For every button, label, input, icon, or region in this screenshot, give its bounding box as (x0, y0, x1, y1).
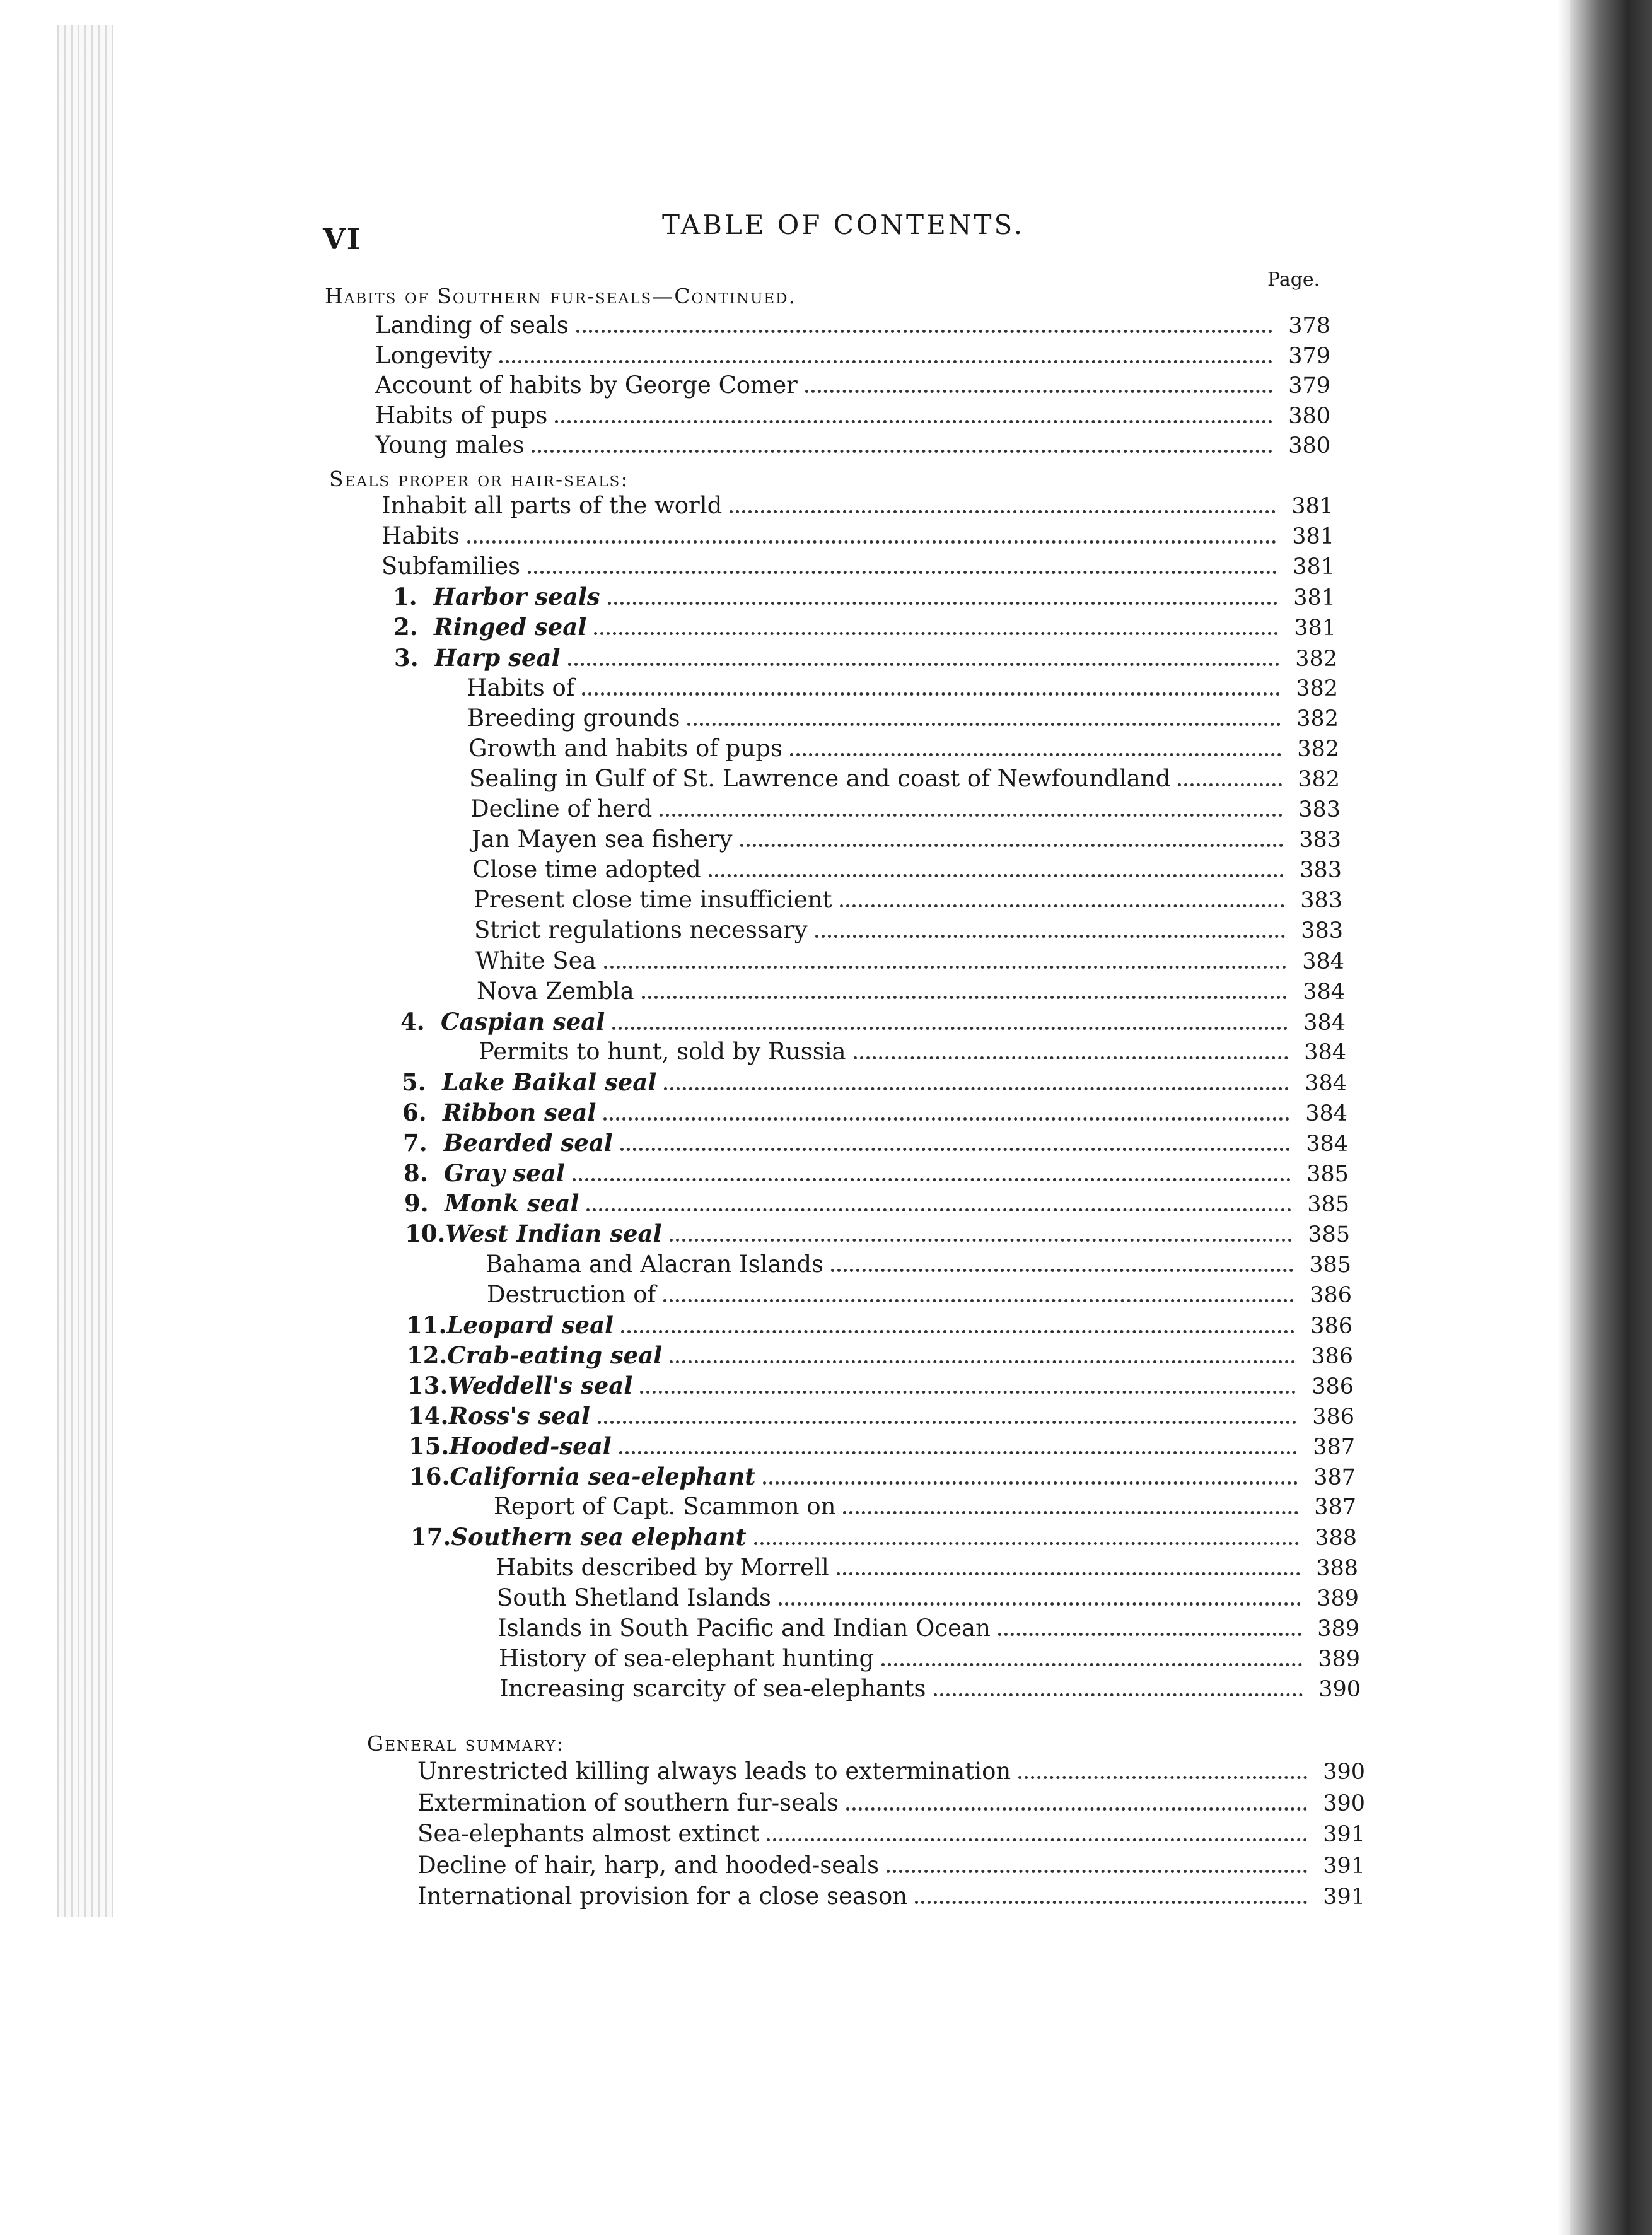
entry-page-number: 381 (1292, 524, 1334, 550)
dot-leader (837, 1572, 1300, 1575)
entry-title: South Shetland Islands (497, 1584, 772, 1611)
entry-title: Nova Zembla (477, 977, 634, 1005)
dot-leader (670, 1360, 1295, 1363)
entry-page-number: 387 (1313, 1435, 1355, 1461)
entry-title: Breeding grounds (467, 704, 680, 732)
entry-page-number: 381 (1294, 616, 1336, 641)
entry-title: Decline of herd (470, 795, 653, 822)
entry-title: Ringed seal (434, 613, 587, 641)
dot-leader (604, 966, 1286, 969)
entry-title: Inhabit all parts of the world (381, 492, 723, 519)
dot-leader (663, 1299, 1294, 1302)
entry-page-number: 386 (1311, 1343, 1353, 1369)
dot-leader (1178, 783, 1282, 786)
entry-page-number: 383 (1298, 797, 1341, 822)
entry-title: Jan Mayen sea fishery (472, 826, 733, 853)
entry-number: 7. (403, 1129, 428, 1157)
dot-leader (843, 1511, 1298, 1514)
toc-entry (417, 1882, 1365, 1911)
toc-entry (375, 371, 1330, 400)
entry-number: 16. (409, 1462, 450, 1491)
toc-entry (474, 886, 1342, 914)
entry-title: Hooded-seal (449, 1432, 612, 1461)
entry-title: Harp seal (434, 643, 561, 672)
dot-leader (846, 1807, 1307, 1811)
entry-page-number: 383 (1300, 858, 1342, 884)
toc-entry (409, 1432, 1355, 1461)
toc-entry (472, 826, 1341, 854)
toc-entry (494, 1493, 1356, 1521)
entry-title: Caspian seal (441, 1007, 605, 1036)
entry-number: 9. (404, 1189, 429, 1218)
entry-page-number: 384 (1304, 1039, 1346, 1065)
toc-entry (468, 735, 1339, 763)
entry-title: Leopard seal (446, 1310, 614, 1339)
entry-page-number: 384 (1302, 948, 1344, 974)
toc-entry (467, 674, 1338, 703)
entry-page-number: 386 (1310, 1313, 1352, 1339)
dot-leader (664, 1087, 1289, 1090)
toc-entry (393, 583, 1335, 612)
entry-page-number: 378 (1288, 313, 1330, 339)
entry-page-number: 389 (1318, 1646, 1360, 1672)
toc-entry (406, 1311, 1352, 1340)
toc-entry (496, 1554, 1358, 1582)
toc-entry (467, 704, 1339, 733)
entry-title: Crab-eating seal (447, 1341, 663, 1369)
entry-page-number: 386 (1310, 1282, 1352, 1308)
entry-page-number: 389 (1317, 1616, 1359, 1642)
dot-leader (763, 1481, 1298, 1485)
dot-leader (608, 602, 1277, 605)
entry-page-number: 382 (1295, 646, 1337, 672)
toc-entry (410, 1523, 1357, 1552)
entry-title: Extermination of southern fur-seals (417, 1789, 839, 1816)
entry-title: Permits to hunt, sold by Russia (479, 1037, 846, 1065)
dot-leader (854, 1056, 1288, 1059)
entry-page-number: 384 (1303, 979, 1345, 1005)
toc-entry (393, 613, 1336, 642)
toc-entry (417, 1789, 1365, 1818)
page-number: VI (323, 222, 362, 256)
entry-page-number: 383 (1299, 827, 1341, 853)
toc-entry (417, 1758, 1365, 1786)
entry-page-number: 386 (1312, 1374, 1354, 1399)
entry-number: 6. (402, 1099, 427, 1126)
toc-entry (497, 1614, 1359, 1643)
entry-number: 14. (408, 1402, 449, 1430)
entry-title: Present close time insufficient (474, 886, 832, 914)
toc-entry (375, 402, 1330, 430)
entry-number: 15. (409, 1432, 450, 1461)
entry-title: Bearded seal (443, 1129, 613, 1157)
entry-page-number: 390 (1323, 1759, 1365, 1785)
toc-entry (404, 1189, 1349, 1218)
entry-title: Report of Capt. Scammon on (494, 1493, 836, 1520)
dot-leader (532, 450, 1272, 453)
dot-leader (754, 1542, 1299, 1545)
entry-title: Islands in South Pacific and Indian Ocean (497, 1614, 991, 1642)
entry-title: Sea-elephants almost extinct (417, 1820, 760, 1847)
entry-title: Bahama and Alacran Islands (486, 1250, 824, 1278)
entry-page-number: 389 (1317, 1585, 1359, 1611)
entry-title: International provision for a close season (417, 1882, 908, 1910)
dot-leader (619, 1451, 1297, 1454)
dot-leader (730, 510, 1276, 513)
entry-title: White Sea (475, 947, 596, 974)
entry-page-number: 379 (1288, 343, 1330, 369)
entry-page-number: 385 (1307, 1192, 1349, 1218)
entry-title: Sealing in Gulf of St. Lawrence and coast of Newfoundland (469, 764, 1171, 792)
entry-number: 4. (400, 1007, 425, 1036)
toc-entry (469, 765, 1340, 793)
toc-entry (499, 1645, 1360, 1673)
entry-page-number: 382 (1296, 675, 1338, 701)
entry-page-number: 384 (1306, 1131, 1348, 1157)
entry-title: Growth and habits of pups (468, 734, 782, 762)
entry-page-number: 391 (1323, 1822, 1365, 1847)
running-head: TABLE OF CONTENTS. (662, 209, 1025, 240)
toc-entry (417, 1820, 1365, 1848)
dot-leader (499, 360, 1272, 363)
entry-page-number: 382 (1296, 706, 1339, 732)
section-heading: Seals proper or hair-seals: (329, 467, 629, 491)
entry-title: Habits of pups (375, 401, 548, 429)
entry-title: Habits of (467, 674, 575, 701)
page-column-label: Page. (1267, 269, 1320, 291)
section-heading: Habits of Southern fur-seals—Continued. (325, 284, 797, 308)
entry-title: Young males (375, 431, 525, 459)
entry-number: 5. (402, 1068, 426, 1096)
toc-entry (404, 1159, 1349, 1188)
entry-title: Monk seal (445, 1189, 579, 1218)
dot-leader (603, 1118, 1289, 1121)
dot-leader (528, 571, 1277, 574)
dot-leader (586, 1208, 1291, 1211)
dot-leader (915, 1901, 1307, 1904)
toc-entry (497, 1584, 1359, 1613)
toc-entry (479, 1038, 1346, 1066)
dot-leader (555, 420, 1272, 423)
dot-leader (642, 996, 1287, 999)
dot-leader (576, 330, 1272, 333)
entry-title: Decline of hair, harp, and hooded-seals (417, 1851, 880, 1879)
toc-entry (402, 1099, 1347, 1128)
entry-page-number: 384 (1303, 1010, 1346, 1036)
toc-entry (472, 856, 1342, 884)
entry-title: California sea-elephant (450, 1462, 756, 1491)
toc-entry (381, 552, 1335, 581)
dot-leader (805, 390, 1272, 393)
dot-leader (670, 1239, 1292, 1242)
entry-title: Harbor seals (433, 583, 600, 611)
entry-title: Close time adopted (472, 856, 701, 884)
entry-title: Lake Baikal seal (442, 1068, 657, 1096)
entry-page-number: 387 (1314, 1495, 1356, 1520)
entry-page-number: 391 (1323, 1853, 1365, 1879)
entry-page-number: 385 (1306, 1162, 1349, 1188)
entry-page-number: 384 (1305, 1101, 1347, 1126)
toc-entry (486, 1251, 1351, 1279)
entry-title: Ross's seal (448, 1402, 590, 1430)
toc-entry (381, 492, 1334, 520)
dot-leader (594, 632, 1278, 635)
entry-page-number: 381 (1293, 585, 1335, 611)
entry-title: Destruction of (487, 1280, 656, 1308)
dot-leader (660, 814, 1283, 817)
dot-leader (598, 1421, 1296, 1424)
dot-leader (573, 1178, 1291, 1181)
dot-leader (582, 692, 1280, 696)
entry-page-number: 387 (1313, 1465, 1356, 1491)
entry-page-number: 383 (1300, 888, 1342, 914)
entry-page-number: 388 (1316, 1555, 1358, 1581)
toc-entry (487, 1281, 1352, 1309)
toc-entry (475, 947, 1344, 976)
toc-entry (477, 977, 1345, 1006)
entry-number: 3. (394, 643, 419, 672)
toc-entry (499, 1675, 1361, 1703)
toc-entry (474, 916, 1343, 945)
toc-entry (394, 644, 1337, 673)
toc-entry (403, 1129, 1348, 1158)
entry-title: Longevity (375, 341, 492, 369)
entry-title: West Indian seal (445, 1220, 662, 1248)
toc-entry (375, 431, 1330, 460)
entry-title: Ribbon seal (443, 1099, 596, 1126)
dot-leader (1018, 1776, 1307, 1779)
entry-number: 1. (393, 583, 417, 611)
entry-number: 13. (407, 1371, 448, 1399)
toc-entry (470, 795, 1341, 824)
entry-number: 17. (410, 1523, 451, 1551)
entry-title: Subfamilies (381, 552, 521, 580)
section-heading: General summary: (367, 1731, 565, 1756)
entry-title: Habits described by Morrell (496, 1553, 829, 1581)
dot-leader (767, 1838, 1307, 1841)
toc-entry (407, 1341, 1353, 1370)
dot-leader (467, 540, 1276, 544)
entry-page-number: 390 (1318, 1676, 1361, 1702)
entry-number: 8. (404, 1159, 428, 1188)
entry-number: 12. (407, 1341, 448, 1369)
entry-title: Southern sea elephant (451, 1523, 747, 1551)
dot-leader (740, 844, 1283, 847)
entry-page-number: 382 (1297, 736, 1339, 762)
dot-leader (621, 1330, 1294, 1333)
dot-leader (881, 1663, 1302, 1666)
dot-leader (840, 904, 1285, 907)
entry-title: Strict regulations necessary (474, 916, 808, 944)
toc-entry (417, 1852, 1365, 1880)
toc-entry (381, 522, 1334, 551)
entry-page-number: 379 (1288, 373, 1330, 399)
entry-page-number: 385 (1309, 1252, 1351, 1278)
dot-leader (612, 1027, 1288, 1030)
entry-number: 10. (405, 1220, 446, 1248)
toc-entry (405, 1220, 1350, 1249)
toc-entry (408, 1402, 1354, 1431)
dot-leader (998, 1633, 1301, 1636)
entry-page-number: 386 (1312, 1404, 1354, 1430)
entry-page-number: 391 (1323, 1884, 1365, 1910)
dot-leader (831, 1269, 1293, 1272)
entry-title: Landing of seals (375, 312, 569, 339)
dot-leader (934, 1693, 1303, 1696)
entry-title: Increasing scarcity of sea-elephants (499, 1674, 926, 1702)
entry-title: Account of habits by George Comer (375, 371, 798, 399)
dot-leader (887, 1870, 1307, 1873)
entry-number: 2. (393, 613, 418, 641)
entry-page-number: 388 (1315, 1526, 1357, 1551)
entry-page-number: 382 (1298, 766, 1340, 792)
dot-leader (687, 723, 1281, 726)
toc-entry (407, 1372, 1354, 1401)
toc-entry (375, 342, 1330, 370)
entry-page-number: 380 (1288, 403, 1330, 429)
entry-page-number: 380 (1288, 433, 1330, 459)
dot-leader (640, 1391, 1296, 1394)
dot-leader (790, 753, 1281, 756)
entry-page-number: 381 (1291, 494, 1334, 519)
toc-entry (375, 312, 1330, 340)
toc-entry (409, 1462, 1356, 1491)
entry-page-number: 390 (1323, 1790, 1365, 1816)
entry-title: History of sea-elephant hunting (499, 1644, 875, 1672)
entry-page-number: 383 (1301, 918, 1343, 944)
entry-page-number: 384 (1305, 1070, 1347, 1096)
entry-title: Gray seal (444, 1159, 565, 1188)
entry-title: Weddell's seal (448, 1371, 633, 1399)
dot-leader (779, 1602, 1301, 1606)
entry-title: Unrestricted killing always leads to extermination (417, 1758, 1011, 1785)
dot-leader (620, 1148, 1290, 1151)
dot-leader (815, 935, 1285, 938)
entry-page-number: 385 (1308, 1222, 1350, 1248)
toc-entry (402, 1068, 1347, 1097)
entry-title: Habits (381, 522, 460, 550)
entry-page-number: 381 (1293, 554, 1335, 580)
entry-number: 11. (406, 1310, 447, 1339)
dot-leader (709, 874, 1284, 877)
toc-entry (400, 1008, 1346, 1037)
dot-leader (568, 663, 1279, 666)
